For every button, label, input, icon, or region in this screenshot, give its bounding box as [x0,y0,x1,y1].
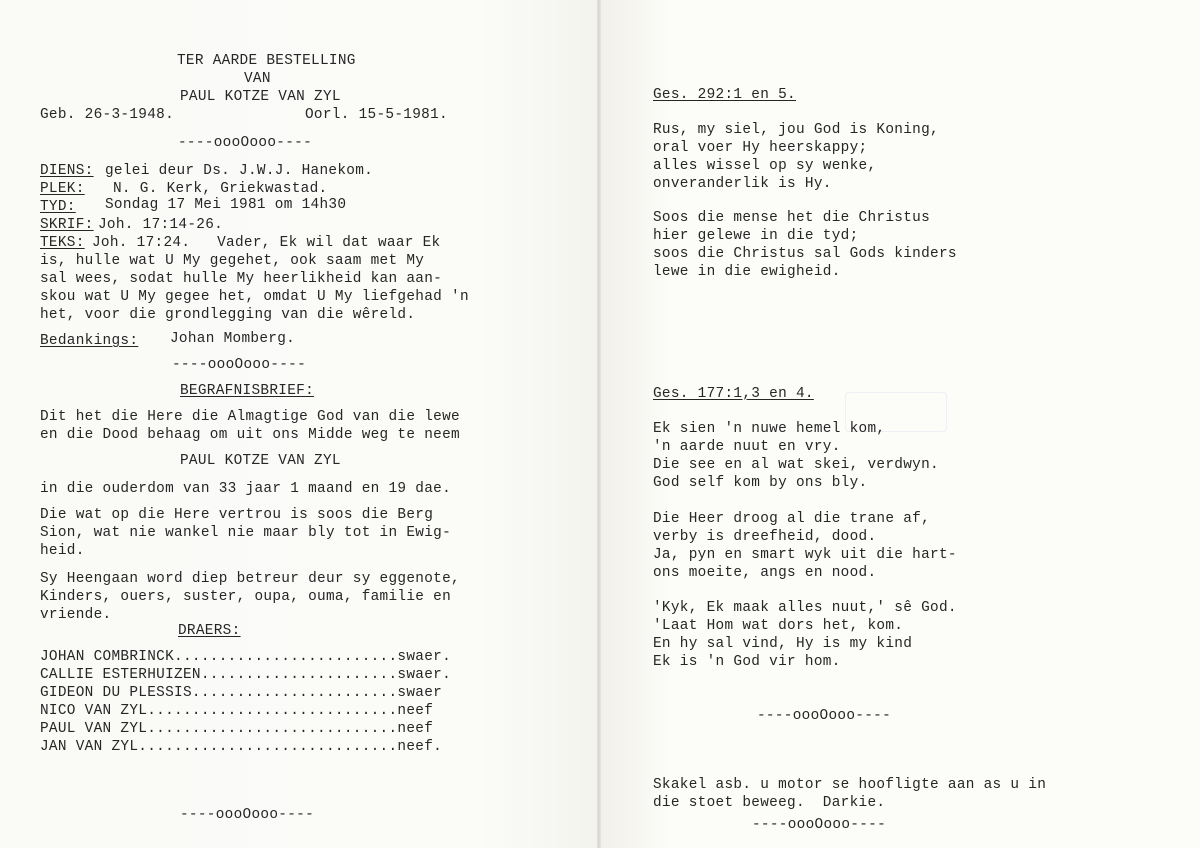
hymn-line: 'Kyk, Ek maak alles nuut,' sê God. [653,600,957,616]
title-line-2: VAN [244,71,271,87]
hymn-line: ons moeite, angs en nood. [653,565,877,581]
separator: ----oooOooo---- [178,135,313,151]
hymn-line: Ja, pyn en smart wyk uit die hart- [653,547,957,563]
draer-row: GIDEON DU PLESSIS.......................swaer [40,685,443,701]
separator: ----oooOooo---- [752,817,887,833]
hymn-line: Die see en al wat skei, verdwyn. [653,457,939,473]
notice-line: Skakel asb. u motor se hoofligte aan as u in [653,777,1047,793]
hymn-line: verby is dreefheid, dood. [653,529,877,545]
paragraph-line: Sy Heengaan word diep betreur deur sy eggenote, [40,571,460,587]
diens-label: DIENS: [40,163,94,179]
hymn-line: Die Heer droog al die trane af, [653,511,931,527]
teks-line: het, voor die grondlegging van die wêreld. [40,307,416,323]
teks-line: is, hulle wat U My gegehet, ook saam met My [40,253,425,269]
page-fold [597,0,601,848]
hymn-line: Soos die mense het die Christus [653,210,931,226]
plek-value: N. G. Kerk, Griekwastad. [113,181,328,197]
paragraph-line: Kinders, ouers, suster, oupa, ouma, familie en [40,589,452,605]
draer-row: PAUL VAN ZYL............................neef [40,721,434,737]
hymn2-heading: Ges. 177:1,3 en 4. [653,386,814,402]
hymn-line: 'Laat Hom wat dors het, kom. [653,618,904,634]
hymn-line: oral voer Hy heerskappy; [653,140,868,156]
hymn-line: alles wissel op sy wenke, [653,158,877,174]
teks-line: sal wees, sodat hulle My heerlikheid kan aan- [40,271,443,287]
notice-line: die stoet beweeg. Darkie. [653,795,886,811]
tyd-value: Sondag 17 Mei 1981 om 14h30 [105,197,347,213]
separator: ----oooOooo---- [180,807,315,823]
age-line: in die ouderdom van 33 jaar 1 maand en 19 dae. [40,481,452,497]
paragraph-line: Die wat op die Here vertrou is soos die Berg [40,507,434,523]
brief-line: Dit het die Here die Almagtige God van die lewe [40,409,460,425]
hymn-line: Ek is 'n God vir hom. [653,654,841,670]
hymn-line: Ek sien 'n nuwe hemel kom, [653,421,886,437]
diens-value: gelei deur Ds. J.W.J. Hanekom. [105,163,374,179]
draer-row: NICO VAN ZYL............................neef [40,703,434,719]
death-date: Oorl. 15-5-1981. [305,107,448,123]
draers-heading: DRAERS: [178,623,241,639]
bedankings-value: Johan Momberg. [170,331,296,347]
birth-date: Geb. 26-3-1948. [40,107,175,123]
hymn-line: soos die Christus sal Gods kinders [653,246,957,262]
hymn-line: God self kom by ons bly. [653,475,868,491]
plek-label: PLEK: [40,181,85,197]
hymn-line: Rus, my siel, jou God is Koning, [653,122,939,138]
hymn-line: En hy sal vind, Hy is my kind [653,636,913,652]
draer-row: CALLIE ESTERHUIZEN......................swaer. [40,667,452,683]
draer-row: JOHAN COMBRINCK.........................swaer. [40,649,452,665]
title-name: PAUL KOTZE VAN ZYL [180,89,341,105]
separator: ----oooOooo---- [757,708,892,724]
draer-row: JAN VAN ZYL.............................neef. [40,739,443,755]
paragraph-line: vriende. [40,607,112,623]
hymn-line: 'n aarde nuut en vry. [653,439,841,455]
teks-label: TEKS: [40,235,85,251]
title-line-1: TER AARDE BESTELLING [177,53,356,69]
teks-value: Joh. 17:24. Vader, Ek wil dat waar Ek [92,235,441,251]
hymn-line: onveranderlik is Hy. [653,176,832,192]
begrafnisbrief-heading: BEGRAFNISBRIEF: [180,383,315,399]
hymn1-heading: Ges. 292:1 en 5. [653,87,796,103]
tyd-label: TYD: [40,199,76,215]
brief-name: PAUL KOTZE VAN ZYL [180,453,341,469]
hymn-line: lewe in die ewigheid. [653,264,841,280]
paragraph-line: heid. [40,543,85,559]
paragraph-line: Sion, wat nie wankel nie maar bly tot in Ewig- [40,525,452,541]
teks-line: skou wat U My gegee het, omdat U My liefgehad 'n [40,289,469,305]
hymn-line: hier gelewe in die tyd; [653,228,859,244]
skrif-value: Joh. 17:14-26. [98,217,224,233]
brief-line: en die Dood behaag om uit ons Midde weg te neem [40,427,460,443]
separator: ----oooOooo---- [172,357,307,373]
skrif-label: SKRIF: [40,217,94,233]
bedankings-label: Bedankings: [40,333,139,349]
